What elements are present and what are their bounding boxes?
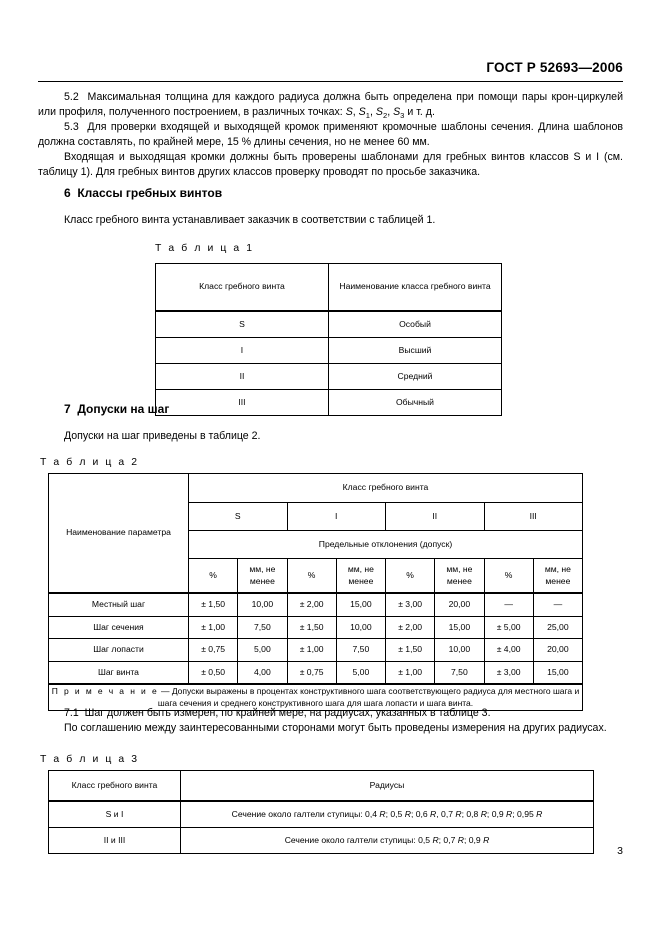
table-3-caption-block <box>40 753 625 767</box>
section-6-number: 6 <box>64 186 71 200</box>
clause-5-2-number: 5.2 <box>64 91 79 103</box>
table-row <box>49 593 583 616</box>
table-2-cell: 15,00 <box>533 661 582 684</box>
table-2-row-label: Местный шаг <box>49 593 189 616</box>
table-2-header-unit-mm: мм, не менее <box>533 559 582 594</box>
table-2-cell: ± 4,00 <box>484 639 533 662</box>
table-2-caption-block <box>40 456 625 470</box>
table-2-header-unit-percent: % <box>189 559 238 594</box>
table-1 <box>155 263 502 416</box>
table-2-cell: ± 1,50 <box>386 639 435 662</box>
table-2-header-parameter: Наименование параметра <box>49 474 189 594</box>
table-row <box>49 661 583 684</box>
table-2-header-unit-percent: % <box>386 559 435 594</box>
table-2-cell: 10,00 <box>336 616 385 639</box>
clause-7-1-text: Шаг должен быть измерен, по крайней мере, на радиусах, указанных в таблице 3. <box>84 707 491 719</box>
clause-7-1-block <box>38 706 623 736</box>
table-1-header-row <box>156 264 502 312</box>
section-7-intro-block <box>38 429 623 444</box>
table-2-header-row-class <box>49 474 583 503</box>
clause-5-4-paragraph: Входящая и выходящая кромки должны быть проверены шаблонами для гребных винтов классов S и I (см. таблицу 1). Для гребных винтов других классов проверку проводят по просьбе заказчика. <box>38 151 623 179</box>
table-2-container <box>48 473 583 711</box>
section-6-title: Классы гребных винтов <box>77 186 223 200</box>
table-2-note-label: П р и м е ч а н и е <box>51 686 159 696</box>
clause-5-2-paragraph <box>38 90 623 120</box>
section-6-block <box>38 186 623 201</box>
table-2-cell: ± 0,75 <box>189 639 238 662</box>
table-2-header-class-iii: III <box>484 503 583 531</box>
table-1-container <box>155 263 502 416</box>
table-2-row-label: Шаг лопасти <box>49 639 189 662</box>
table-2-cell: 20,00 <box>533 639 582 662</box>
table-2 <box>48 473 583 711</box>
table-3-radii-prefix: Сечение около галтели ступицы: <box>231 808 366 819</box>
clause-5-3-number: 5.3 <box>64 121 79 134</box>
section-7-title: Допуски на шаг <box>77 402 170 416</box>
table-3-cell-classes: S и I <box>49 801 181 828</box>
table-2-header-unit-mm: мм, не менее <box>238 559 287 594</box>
clause-5-3-paragraph <box>38 120 623 150</box>
table-2-header-limit-deviation: Предельные отклонения (допуск) <box>189 531 583 559</box>
table-row <box>156 311 502 338</box>
clause-5-2-text: Максимальная толщина для каждого радиуса должна быть определена при помощи пары крон-циркулей или профиля, полученного построением, в различных точках: S, $S_1$, $S_2$, $S_3$ и т. д. <box>38 91 623 120</box>
table-2-cell: ± 1,50 <box>189 593 238 616</box>
table-2-cell: 15,00 <box>435 616 484 639</box>
table-row <box>156 364 502 390</box>
table-3-radii-values: 0,5 R; 0,7 R; 0,9 R <box>418 834 490 845</box>
table-2-row-label: Шаг сечения <box>49 616 189 639</box>
table-2-cell: ± 0,50 <box>189 661 238 684</box>
table-row <box>49 828 594 854</box>
section-7-block <box>38 402 623 417</box>
table-2-cell: ± 3,00 <box>386 593 435 616</box>
section-7-heading <box>64 402 623 417</box>
table-1-cell-name: Обычный <box>329 390 502 416</box>
table-2-cell: — <box>533 593 582 616</box>
table-2-cell: ± 1,00 <box>189 616 238 639</box>
table-1-cell-name: Особый <box>329 311 502 338</box>
table-2-cell: 5,00 <box>336 661 385 684</box>
table-1-cell-class: III <box>156 390 329 416</box>
table-2-cell: ± 1,50 <box>287 616 336 639</box>
table-row <box>49 616 583 639</box>
table-2-cell: — <box>484 593 533 616</box>
table-2-cell: 10,00 <box>435 639 484 662</box>
header-divider-rule <box>38 81 623 82</box>
table-2-header-unit-mm: мм, не менее <box>336 559 385 594</box>
table-2-cell: 7,50 <box>435 661 484 684</box>
table-2-header-class-i: I <box>287 503 386 531</box>
table-1-caption-block <box>155 242 485 256</box>
page-number: 3 <box>617 845 623 857</box>
table-2-cell: 25,00 <box>533 616 582 639</box>
table-3-header-row <box>49 771 594 802</box>
table-2-cell: 20,00 <box>435 593 484 616</box>
table-2-cell: 5,00 <box>238 639 287 662</box>
table-2-header-unit-percent: % <box>287 559 336 594</box>
section-6-intro-block <box>38 213 623 228</box>
table-2-cell: ± 5,00 <box>484 616 533 639</box>
table-1-caption: Т а б л и ц а 1 <box>155 243 255 254</box>
table-2-caption: Т а б л и ц а 2 <box>40 457 140 468</box>
table-3-caption: Т а б л и ц а 3 <box>40 754 140 765</box>
section-7-intro-paragraph: Допуски на шаг приведены в таблице 2. <box>64 430 261 442</box>
table-3-header-radii: Радиусы <box>181 771 594 802</box>
table-1-cell-class: I <box>156 338 329 364</box>
table-2-cell: 15,00 <box>336 593 385 616</box>
clause-7-1-agreement-paragraph: По соглашению между заинтересованными сторонами могут быть проведены измерения на других радиусах. <box>64 722 607 735</box>
section-6-heading <box>64 186 623 201</box>
document-header-standard-number: ГОСТ Р 52693—2006 <box>486 60 623 75</box>
table-1-cell-class: S <box>156 311 329 338</box>
table-1-cell-class: II <box>156 364 329 390</box>
table-1-cell-name: Средний <box>329 364 502 390</box>
clause-7-1-number: 7.1 <box>64 707 79 719</box>
table-2-cell: 7,50 <box>238 616 287 639</box>
table-2-cell: 4,00 <box>238 661 287 684</box>
table-2-cell: 7,50 <box>336 639 385 662</box>
table-row <box>49 801 594 828</box>
table-2-row-label: Шаг винта <box>49 661 189 684</box>
section-6-intro-paragraph: Класс гребного винта устанавливает заказчик в соответствии с таблицей 1. <box>64 214 436 226</box>
section-7-number: 7 <box>64 402 71 416</box>
clauses-block-5 <box>38 90 623 181</box>
table-2-note-text: Допуски выражены в процентах конструктивного шага соответствующего радиуса для местного шага и шага сечения и среднего конструктивного шага для шага лопасти и шага винта. <box>157 686 580 708</box>
table-2-header-class-ii: II <box>386 503 485 531</box>
table-2-note-dash: — <box>158 686 172 696</box>
table-3-container <box>48 770 594 854</box>
table-2-header-unit-mm: мм, не менее <box>435 559 484 594</box>
table-2-cell: ± 2,00 <box>386 616 435 639</box>
table-2-cell: ± 2,00 <box>287 593 336 616</box>
table-3-cell-radii <box>181 801 594 828</box>
table-3-radii-values: 0,4 R; 0,5 R; 0,6 R, 0,7 R; 0,8 R; 0,9 R; 0,95 R <box>365 808 543 819</box>
table-3-header-class: Класс гребного винта <box>49 771 181 802</box>
table-2-header-propeller-class: Класс гребного винта <box>189 474 583 503</box>
clause-5-3-text: Для проверки входящей и выходящей кромок применяют кромочные шаблоны сечения. Длина шаблонов должна составлять, по крайней мере, 15 % длины сечения, но не менее 60 мм. <box>38 121 623 149</box>
table-2-header-unit-percent: % <box>484 559 533 594</box>
table-row <box>49 639 583 662</box>
table-3-cell-classes: II и III <box>49 828 181 854</box>
table-3 <box>48 770 594 854</box>
table-2-cell: ± 1,00 <box>386 661 435 684</box>
table-1-header-name: Наименование класса гребного винта <box>329 264 502 312</box>
clause-7-1-paragraph <box>38 706 623 721</box>
table-2-cell: ± 3,00 <box>484 661 533 684</box>
table-2-cell: 10,00 <box>238 593 287 616</box>
table-2-cell: ± 1,00 <box>287 639 336 662</box>
table-2-cell: ± 0,75 <box>287 661 336 684</box>
table-3-cell-radii <box>181 828 594 854</box>
table-1-header-class: Класс гребного винта <box>156 264 329 312</box>
table-3-radii-prefix: Сечение около галтели ступицы: <box>284 834 419 845</box>
table-2-header-class-s: S <box>189 503 288 531</box>
table-row <box>156 338 502 364</box>
table-1-cell-name: Высший <box>329 338 502 364</box>
